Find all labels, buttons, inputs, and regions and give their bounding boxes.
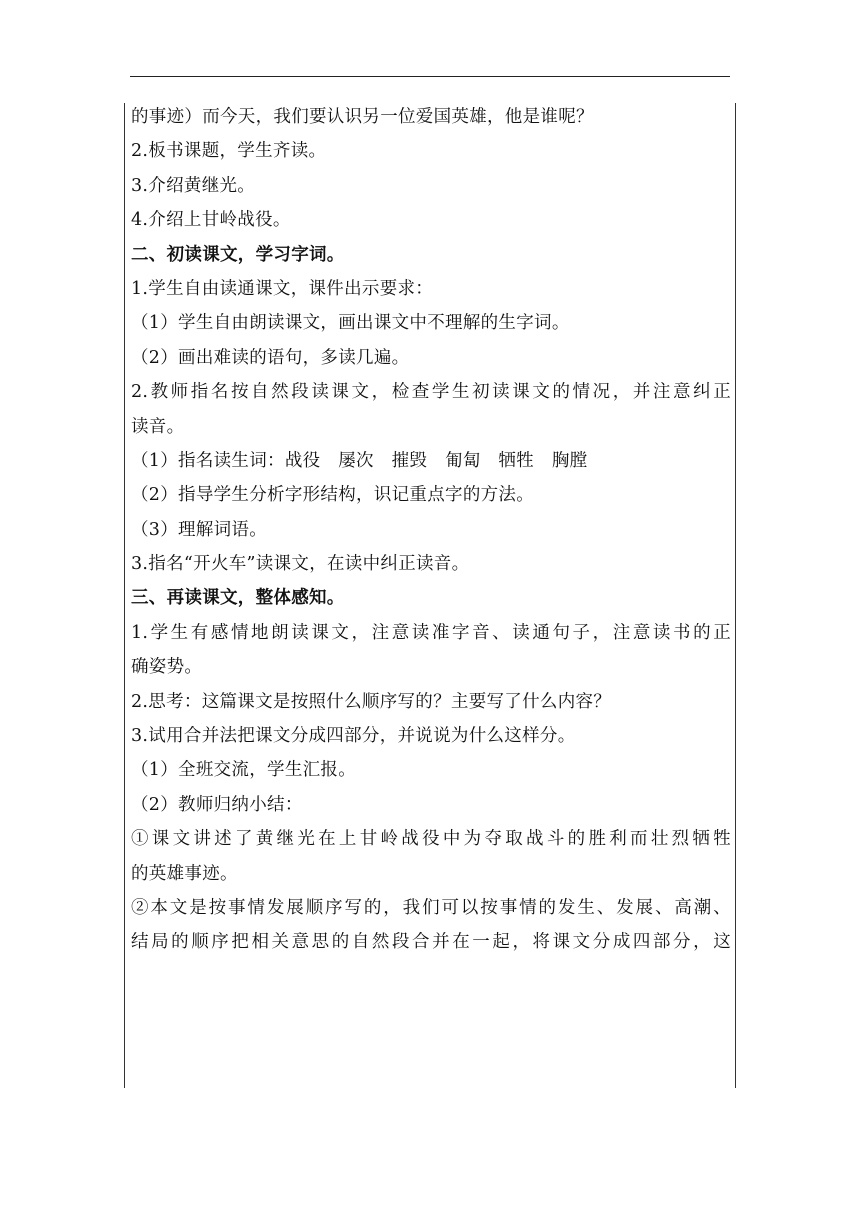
lesson-plan-content xyxy=(131,100,731,960)
text-line: ①课文讲述了黄继光在上甘岭战役中为夺取战斗的胜利而壮烈牺牲 xyxy=(131,829,731,850)
text-line: ②本文是按事情发展顺序写的，我们可以按事情的发生、发展、高潮、 xyxy=(131,897,731,918)
text-line: （2）指导学生分析字形结构，识记重点字的方法。 xyxy=(131,485,535,506)
text-line: （1）学生自由朗读课文，画出课文中不理解的生字词。 xyxy=(131,313,570,334)
vocabulary-line: （1）指名读生词：战役 屡次 摧毁 匍匐 牺牲 胸膛 xyxy=(131,450,588,471)
text-line: 2.板书课题，学生齐读。 xyxy=(131,141,327,162)
text-line: 结局的顺序把相关意思的自然段合并在一起，将课文分成四部分，这 xyxy=(131,932,731,953)
text-line: 1.学生自由读通课文，课件出示要求： xyxy=(131,278,434,299)
text-line: （2）教师归纳小结： xyxy=(131,794,303,815)
text-line: （2）画出难读的语句，多读几遍。 xyxy=(131,347,410,368)
text-line: 3.介绍黄继光。 xyxy=(131,175,256,196)
text-line: （1）全班交流，学生汇报。 xyxy=(131,760,357,781)
section-heading: 二、初读课文，学习字词。 xyxy=(131,244,345,265)
text-line: （3）理解词语。 xyxy=(131,519,268,540)
text-line: 1.学生有感情地朗读课文，注意读准字音、读通句子，注意读书的正 xyxy=(131,622,731,643)
text-line: 2.教师指名按自然段读课文，检查学生初读课文的情况，并注意纠正 xyxy=(131,382,731,403)
text-line: 确姿势。 xyxy=(131,657,203,678)
section-heading: 三、再读课文，整体感知。 xyxy=(131,588,345,609)
text-line: 3.指名“开火车”读课文，在读中纠正读音。 xyxy=(131,554,470,575)
header-rule xyxy=(130,76,730,77)
text-line: 3.试用合并法把课文分成四部分，并说说为什么这样分。 xyxy=(131,726,576,747)
text-line: 2.思考：这篇课文是按照什么顺序写的？主要写了什么内容？ xyxy=(131,691,612,712)
text-line: 的英雄事迹。 xyxy=(131,863,238,884)
text-line: 的事迹）而今天，我们要认识另一位爱国英雄，他是谁呢？ xyxy=(131,107,594,127)
text-line: 4.介绍上甘岭战役。 xyxy=(131,210,291,231)
text-line: 读音。 xyxy=(131,416,185,437)
